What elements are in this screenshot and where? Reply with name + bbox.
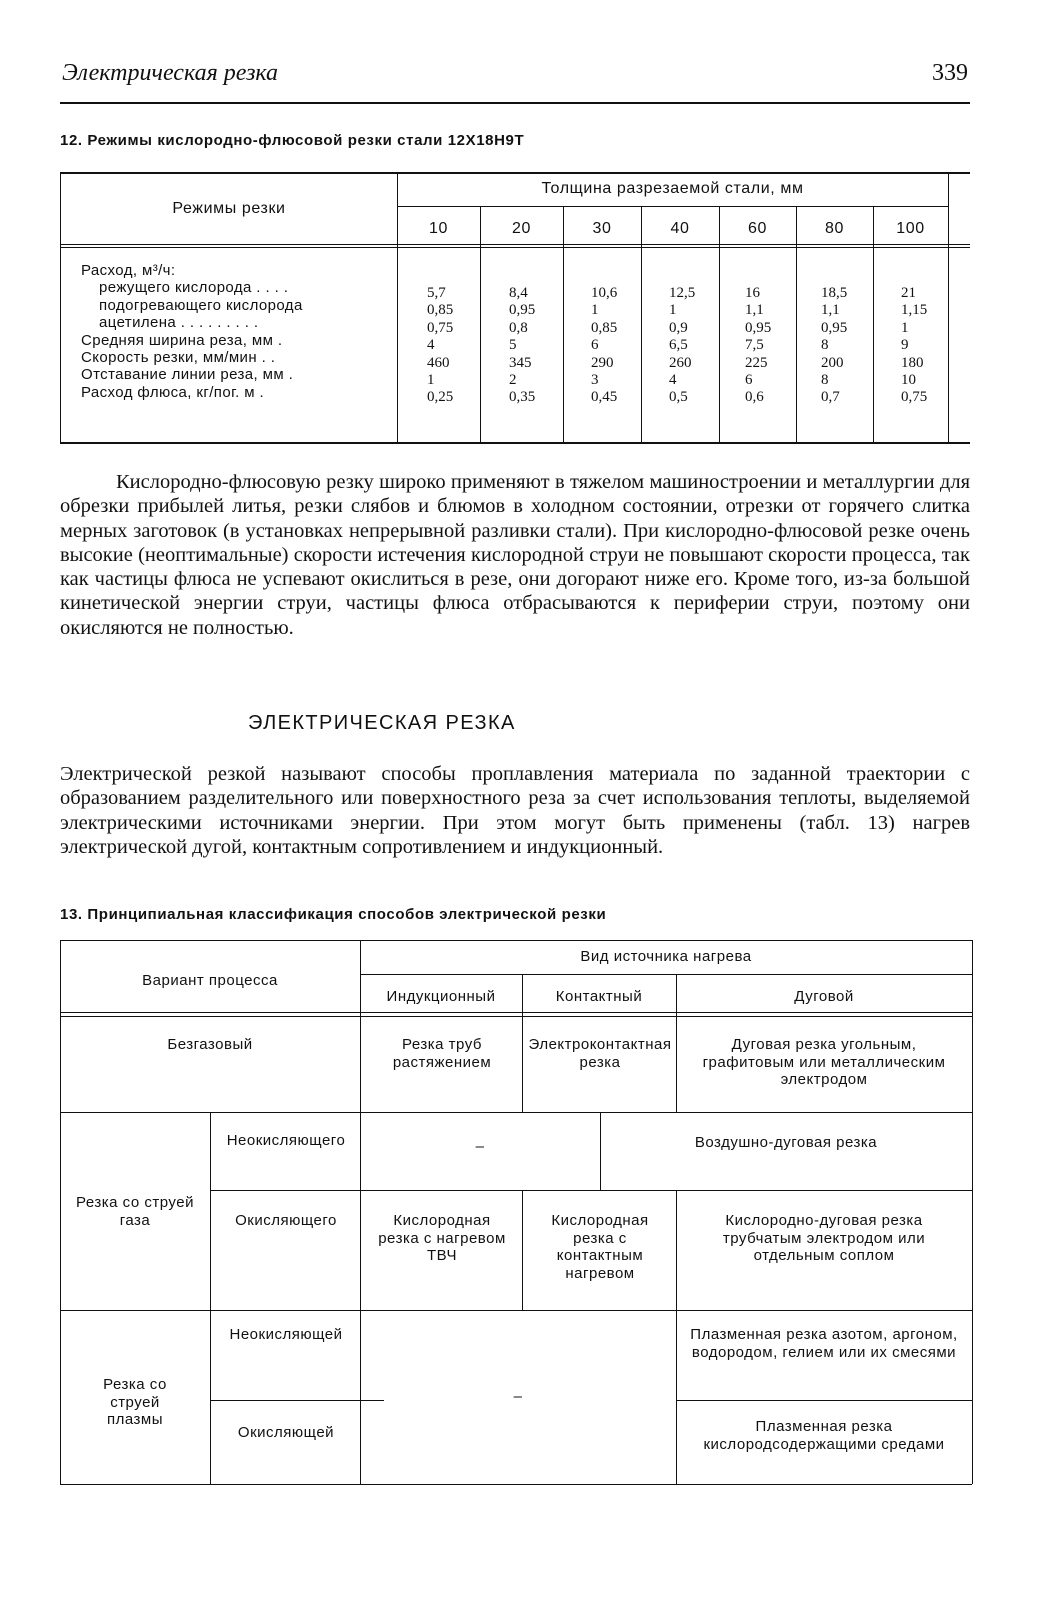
table13-vline — [360, 1112, 361, 1484]
table12-vline — [397, 174, 398, 442]
table-cell: 0,95 — [509, 302, 536, 319]
table-cell: 5,7 — [427, 285, 446, 301]
row-label: режущего кислорода . . . . — [99, 279, 289, 297]
paragraph-oxygen-flux-cutting: Кислородно-флюсовую резку широко применяют в тяжелом машиностроении и металлургии для обрезки прибылей литья, резки слябов и блюмов в холодном состоянии, отрезки от горячего слитка мерных заготовок (в установках непрерывной разливки стали). При кислородно-флюсовой резке очень высокие (неоптимальные) скорости истечения кислородной струи не повышают скорости процесса, так как частицы флюса не успевают окислиться в резе, они догорают ниже его. Кроме того, из-за большой кинетической энергии струи, частицы флюса отбрасываются к периферии струи, поэтому они окисляются не полностью. — [60, 471, 970, 639]
table12-corner-header: Режимы резки — [172, 200, 286, 217]
table13-rule — [60, 1112, 972, 1113]
table-cell: 200 — [821, 354, 844, 371]
table-cell: 10 — [901, 372, 916, 389]
table12-col-header: 100 — [896, 220, 925, 237]
table-cell: 2 — [509, 372, 517, 389]
table-cell: 0,7 — [821, 389, 840, 406]
table-cell: 1 — [427, 372, 435, 389]
table12-column-100 — [901, 285, 927, 407]
gasless-contact: Электроконтактная резка — [528, 1036, 672, 1071]
table-cell: 6,5 — [669, 337, 688, 354]
table13-vline — [60, 940, 61, 1484]
table-cell: 16 — [745, 285, 760, 301]
gas-ox-contact: Кислородная резка с контактным нагревом — [551, 1212, 649, 1282]
table12 — [60, 172, 970, 444]
table12-row-labels — [81, 262, 303, 401]
table-cell: 6 — [745, 372, 753, 389]
table-cell: 1 — [669, 302, 677, 319]
table-cell: 8,4 — [509, 285, 528, 301]
table12-vline — [948, 174, 949, 442]
table13-caption: 13. Принципиальная классификация способов электрической резки — [60, 906, 607, 923]
table12-col-header: 80 — [825, 220, 844, 237]
table12-col-header: 20 — [512, 220, 531, 237]
table12-col-header: 40 — [670, 220, 690, 237]
plasma-nonox-arc: Плазменная резка азотом, аргоном, водородом, гелием или их смесями — [690, 1326, 958, 1361]
gas-nonox-contact-arc: Воздушно-дуговая резка — [694, 1134, 878, 1151]
table-cell: 0,25 — [427, 389, 454, 406]
table-cell: 260 — [669, 354, 692, 371]
table13-vline — [360, 940, 361, 1112]
table-cell: 8 — [821, 337, 829, 354]
gas-ox-label: Окисляющего — [235, 1212, 337, 1229]
table-cell: 0,8 — [509, 319, 528, 336]
table12-vline — [719, 207, 720, 442]
table-cell: 0,85 — [427, 302, 454, 319]
table-cell: 0,5 — [669, 389, 688, 406]
table13 — [60, 940, 972, 1484]
table12-column-20 — [509, 285, 535, 407]
table12-column-40 — [669, 285, 695, 407]
table-cell: 0,45 — [591, 389, 618, 406]
table13-rule — [60, 1012, 972, 1013]
plasma-ox-arc: Плазменная резка кислородсодержащими средами — [703, 1418, 945, 1453]
plasma-ox-label: Окисляющей — [237, 1424, 335, 1441]
table13-rule — [360, 974, 972, 975]
table-cell: 0,35 — [509, 389, 536, 406]
table12-column-80 — [821, 285, 847, 407]
table-cell: 290 — [591, 354, 614, 371]
table13-rule — [210, 1190, 972, 1191]
table-cell: 7,5 — [745, 337, 764, 354]
table-cell: 0,75 — [901, 389, 928, 406]
table12-vline — [480, 207, 481, 442]
table13-vline — [676, 1190, 677, 1484]
table-cell: 18,5 — [821, 285, 848, 301]
gas-nonox-induction: – — [475, 1138, 485, 1155]
row-label: Скорость резки, мм/мин . . — [81, 349, 276, 367]
table-cell: 6 — [591, 337, 599, 354]
table12-hline — [397, 206, 948, 207]
table13-rule — [676, 1400, 972, 1401]
paragraph-electric-cutting: Электрической резкой называют способы проплавления материала по заданной траектории с образованием разделительного или поверхностного реза за счет использования теплоты, выделяемой электрическими источниками энергии. При этом могут быть применены (табл. 13) нагрев электрической дугой, контактным сопротивлением и индукционный. — [60, 763, 970, 858]
table12-column-60 — [745, 285, 771, 407]
page-number: 339 — [932, 60, 968, 86]
table-cell: 12,5 — [669, 285, 696, 301]
table13-rule — [60, 1016, 972, 1017]
gasless-label: Безгазовый — [167, 1036, 253, 1053]
table13-rule — [60, 1484, 972, 1485]
table13-group-header: Вид источника нагрева — [580, 948, 752, 965]
table12-caption: 12. Режимы кислородно-флюсовой резки стали 12Х18Н9Т — [60, 132, 525, 149]
gasless-arc: Дуговая резка угольным, графитовым или металлическим электродом — [702, 1036, 946, 1088]
table-cell: 3 — [591, 372, 599, 389]
table12-group-header: Толщина разрезаемой стали, мм — [541, 180, 804, 197]
table-cell: 5 — [509, 337, 517, 354]
table12-vline — [563, 207, 564, 442]
gas-jet-label: Резка со струей газа — [76, 1194, 194, 1229]
table-cell: 225 — [745, 354, 768, 371]
gas-nonox-label: Неокисляющего — [226, 1132, 346, 1149]
table12-column-30 — [591, 285, 617, 407]
table13-col-induction: Индукционный — [386, 988, 496, 1005]
table-cell: 21 — [901, 285, 916, 301]
table-cell: 1,1 — [745, 302, 764, 319]
table12-header-rule — [61, 244, 970, 248]
running-header — [60, 56, 970, 104]
table12-column-10 — [427, 285, 453, 407]
row-label: подогревающего кислорода — [99, 296, 303, 314]
gasless-induction: Резка труб растяжением — [392, 1036, 492, 1071]
table-cell: 1,1 — [821, 302, 840, 319]
plasma-jet-label: Резка со струей плазмы — [103, 1376, 167, 1428]
row-label: Расход, м³/ч: — [81, 262, 176, 279]
table-cell: 4 — [427, 337, 435, 354]
table13-vline — [210, 1112, 211, 1484]
row-label: Отставание линии реза, мм . — [81, 366, 294, 384]
table-cell: 0,85 — [591, 319, 618, 336]
table-cell: 345 — [509, 354, 532, 371]
table13-vline — [972, 940, 973, 1484]
gas-ox-induction: Кислородная резка с нагревом ТВЧ — [378, 1212, 506, 1264]
table-cell: 0,95 — [745, 319, 772, 336]
table13-vline — [522, 1190, 523, 1310]
table13-corner-header: Вариант процесса — [142, 972, 278, 989]
running-title: Электрическая резка — [62, 60, 279, 86]
gas-ox-arc: Кислородно-дуговая резка трубчатым электродом или отдельным соплом — [722, 1212, 926, 1264]
table-cell: 0,9 — [669, 319, 688, 336]
table-cell: 1,15 — [901, 302, 928, 319]
section-title: ЭЛЕКТРИЧЕСКАЯ РЕЗКА — [248, 712, 516, 734]
table12-vline — [796, 207, 797, 442]
table13-rule — [60, 940, 972, 941]
table-cell: 0,75 — [427, 319, 454, 336]
table-cell: 10,6 — [591, 285, 618, 301]
table13-col-contact: Контактный — [555, 988, 643, 1005]
table-cell: 0,95 — [821, 319, 848, 336]
table-cell: 9 — [901, 337, 909, 354]
table-cell: 4 — [669, 372, 677, 389]
row-label: ацетилена . . . . . . . . . — [99, 314, 259, 332]
table12-col-header: 60 — [748, 220, 767, 237]
table-cell: 0,6 — [745, 389, 764, 406]
table-cell: 1 — [591, 302, 599, 319]
table-cell: 1 — [901, 319, 909, 336]
table12-col-header: 30 — [592, 220, 612, 237]
table13-col-arc: Дуговой — [794, 988, 854, 1005]
plasma-nonox-label: Неокисляющей — [229, 1326, 343, 1343]
table-cell: 460 — [427, 354, 450, 371]
table12-vline — [641, 207, 642, 442]
table13-rule — [60, 1310, 972, 1311]
row-label: Расход флюса, кг/пог. м . — [81, 383, 265, 401]
table12-vline — [873, 207, 874, 442]
plasma-induction-contact: – — [513, 1388, 523, 1405]
row-label: Средняя ширина реза, мм . — [81, 331, 283, 349]
table13-rule — [210, 1400, 384, 1401]
table-cell: 180 — [901, 354, 924, 371]
table12-col-header: 10 — [429, 220, 448, 237]
table-cell: 8 — [821, 372, 829, 389]
